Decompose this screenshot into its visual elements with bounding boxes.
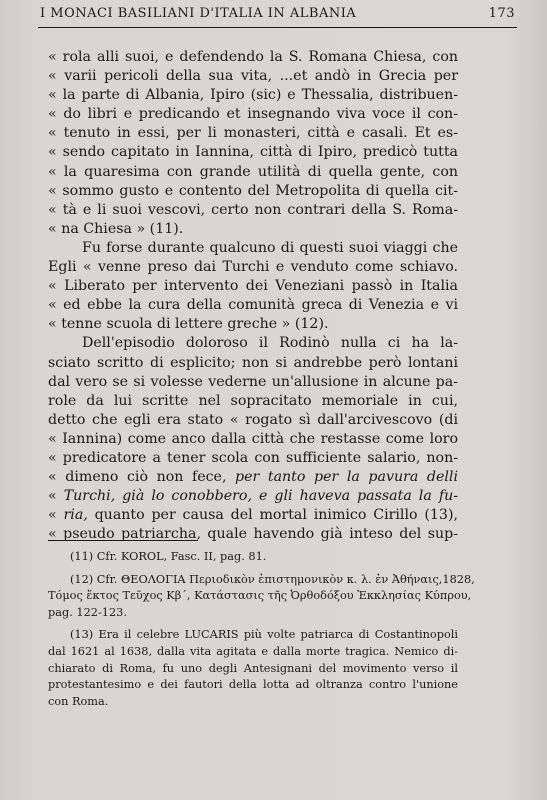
body-line-text-after: quanto per causa del mortal inimico Cirillo (13), (87, 507, 458, 524)
body-line (48, 373, 458, 392)
body-line (48, 105, 458, 124)
body-line (48, 124, 458, 143)
body-line-text: sciato scritto di esplicito; non si andrebbe però lontani (48, 354, 458, 371)
body-line-text: « rola alli suoi, e defendendo la S. Romana Chiesa, con (48, 49, 458, 65)
body-line (48, 182, 458, 201)
body-line (48, 487, 458, 506)
body-line (48, 315, 458, 334)
header-rule (38, 27, 517, 28)
body-line-text: « (48, 488, 64, 505)
footnote-line: dal 1621 al 1638, dalla vita agitata e dalla morte tragica. Nemico di- (48, 644, 458, 658)
footnote-line: pag. 122-123. (48, 605, 127, 619)
body-line (48, 334, 458, 353)
running-head (40, 6, 515, 26)
body-line-italic: Turchi, già lo conobbero, e gli haveva passata la fu- (63, 488, 458, 505)
body-line (48, 392, 458, 411)
footnote (48, 549, 458, 566)
body-line-text: « dimeno ciò non fece, (48, 469, 236, 486)
footnote-line: protestantesimo e dei fautori della lotta ad oltranza contro l'unione (48, 678, 458, 692)
body-line-text: « na Chiesa » (11). (48, 220, 184, 237)
body-line (48, 525, 458, 544)
body-line (48, 258, 458, 277)
body-line (48, 449, 458, 468)
body-line-text: « Liberato per intervento dei Veneziani passò in Italia (48, 278, 458, 295)
body-line-text: dal vero se si volesse vederne un'allusione in alcune pa- (48, 373, 458, 390)
body-line-text: « (48, 507, 64, 524)
footnote-rule (48, 540, 198, 541)
body-line (48, 201, 458, 220)
footnote-line: con Roma. (48, 694, 109, 708)
body-line (48, 296, 458, 315)
body-line-text: « sommo gusto e contento del Metropolita di quella cit- (48, 182, 458, 199)
body-line (48, 411, 458, 430)
body-line (48, 67, 458, 86)
body-line (48, 239, 458, 258)
footnote-line: Τόμος ἕκτος Τεῦχος Κβ΄, Κατάστασις τῆς Ὀρθοδόξου Ἐκκλησίας Κύπρου, (48, 589, 472, 603)
body-line-text: « la parte di Albania, Ipiro (sic) e Thessalia, distribuen- (48, 87, 458, 104)
body-line-text: role da lui scritte nel sopracitato memoriale in cui, (48, 392, 458, 409)
body-line-text: « tenuto in essi, per li monasteri, città e casali. Et es- (48, 125, 458, 142)
body-line (48, 277, 458, 296)
body-line (48, 468, 458, 487)
body-line-text: Fu forse durante qualcuno di questi suoi viaggi che (82, 239, 458, 256)
body-line (48, 143, 458, 162)
body-line-text: detto che egli era stato « rogato sì dall'arcivescovo (di (48, 411, 458, 428)
body-line (48, 220, 458, 239)
body-line (48, 506, 458, 525)
body-line-italic: ria, (63, 507, 88, 524)
footnote-line: chiarato di Roma, fu uno degli Antesignani del movimento verso il (48, 661, 458, 675)
body-text (48, 48, 458, 544)
page-number: 173 (488, 6, 515, 21)
body-line-text: « pseudo patriarcha, quale havendo già inteso del sup- (48, 526, 458, 543)
footnote (48, 572, 475, 622)
body-line-text: Egli « venne preso dai Turchi e venduto come schiavo. (48, 259, 458, 276)
footnote (48, 627, 458, 710)
body-line-text: « la quaresima con grande utilità di quella gente, con (48, 163, 458, 180)
body-line-text: Dell'episodio doloroso il Rodinò nulla ci ha la- (82, 335, 458, 352)
body-line-text: « predicatore a tener scola con sufficiente salario, non- (48, 449, 458, 466)
footnote-line: (11) Cfr. KOROL, Fasc. II, pag. 81. (70, 550, 267, 563)
body-line-text: « tenne scuola di lettere greche » (12). (48, 316, 329, 333)
running-head-title: I MONACI BASILIANI D'ITALIA IN ALBANIA (40, 6, 357, 21)
body-line (48, 430, 458, 449)
body-line (48, 354, 458, 373)
body-line (48, 48, 458, 67)
body-line-text: « sendo capitato in Iannina, città di Ipiro, predicò tutta (48, 144, 458, 161)
footnote-line: (13) Era il celebre LUCARIS più volte patriarca di Costantinopoli (70, 628, 458, 642)
body-line-text: « do libri e predicando et insegnando viva voce il con- (48, 106, 458, 123)
footnote-line: (12) Cfr. ΘΕΟΛΟΓΙΑ Περιοδικὸν ἐπιστημονικὸν κ. λ. ἐν Ἀθήναις,1828, (70, 572, 475, 586)
footnotes (48, 549, 475, 716)
body-line-text: « Iannina) come anco dalla città che restasse come loro (48, 430, 458, 447)
body-line (48, 86, 458, 105)
body-line-italic: per tanto per la pavura delli (235, 469, 458, 486)
body-line (48, 163, 458, 182)
body-line-text: « varii pericoli della sua vita, ...et andò in Grecia per (48, 68, 458, 85)
body-line-text: « ed ebbe la cura della comunità greca di Venezia e vi (48, 297, 458, 314)
body-line-text: « tà e li suoi vescovi, certo non contrari della S. Roma- (48, 201, 458, 218)
